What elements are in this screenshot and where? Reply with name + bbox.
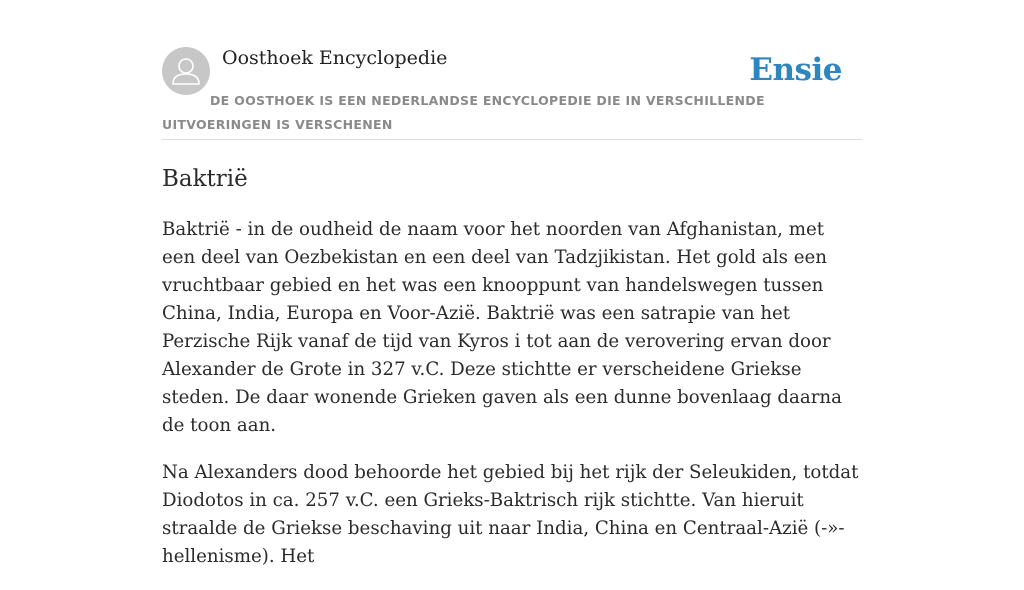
brand-logo[interactable]: Ensie: [749, 52, 842, 88]
author-avatar[interactable]: [162, 47, 210, 95]
site-tagline: DE OOSTHOEK IS EEN NEDERLANDSE ENCYCLOPEDIE DIE IN VERSCHILLENDE UITVOERINGEN IS VERSCHENEN: [162, 93, 765, 132]
user-icon: [162, 47, 210, 95]
header-divider: [162, 139, 862, 140]
article-paragraph: Na Alexanders dood behoorde het gebied bij het rijk der Seleukiden, totdat Diodotos in ca. 257 v.C. een Grieks-Baktrisch rijk stichtte. Van hieruit straalde de Griekse beschaving uit naar India, China en Centraal-Azië (-»-hellenisme). Het: [162, 462, 859, 567]
article-body: [162, 216, 862, 590]
page: [162, 0, 862, 567]
site-name[interactable]: Oosthoek Encyclopedie: [222, 47, 448, 69]
article-title: Baktrië: [162, 166, 248, 192]
article-paragraph: Baktrië - in de oudheid de naam voor het noorden van Afghanistan, met een deel van Oezbekistan en een deel van Tadzjikistan. Het gold als een vruchtbaar gebied en het was een knooppunt van handelswegen tussen China, India, Europa en Voor-Azië. Baktrië was een satrapie van het Perzische Rijk vanaf de tijd van Kyros i tot aan de verovering ervan door Alexander de Grote in 327 v.C. Deze stichtte er verscheidene Griekse steden. De daar wonende Grieken gaven als een dunne bovenlaag daarna de toon aan.: [162, 219, 842, 436]
